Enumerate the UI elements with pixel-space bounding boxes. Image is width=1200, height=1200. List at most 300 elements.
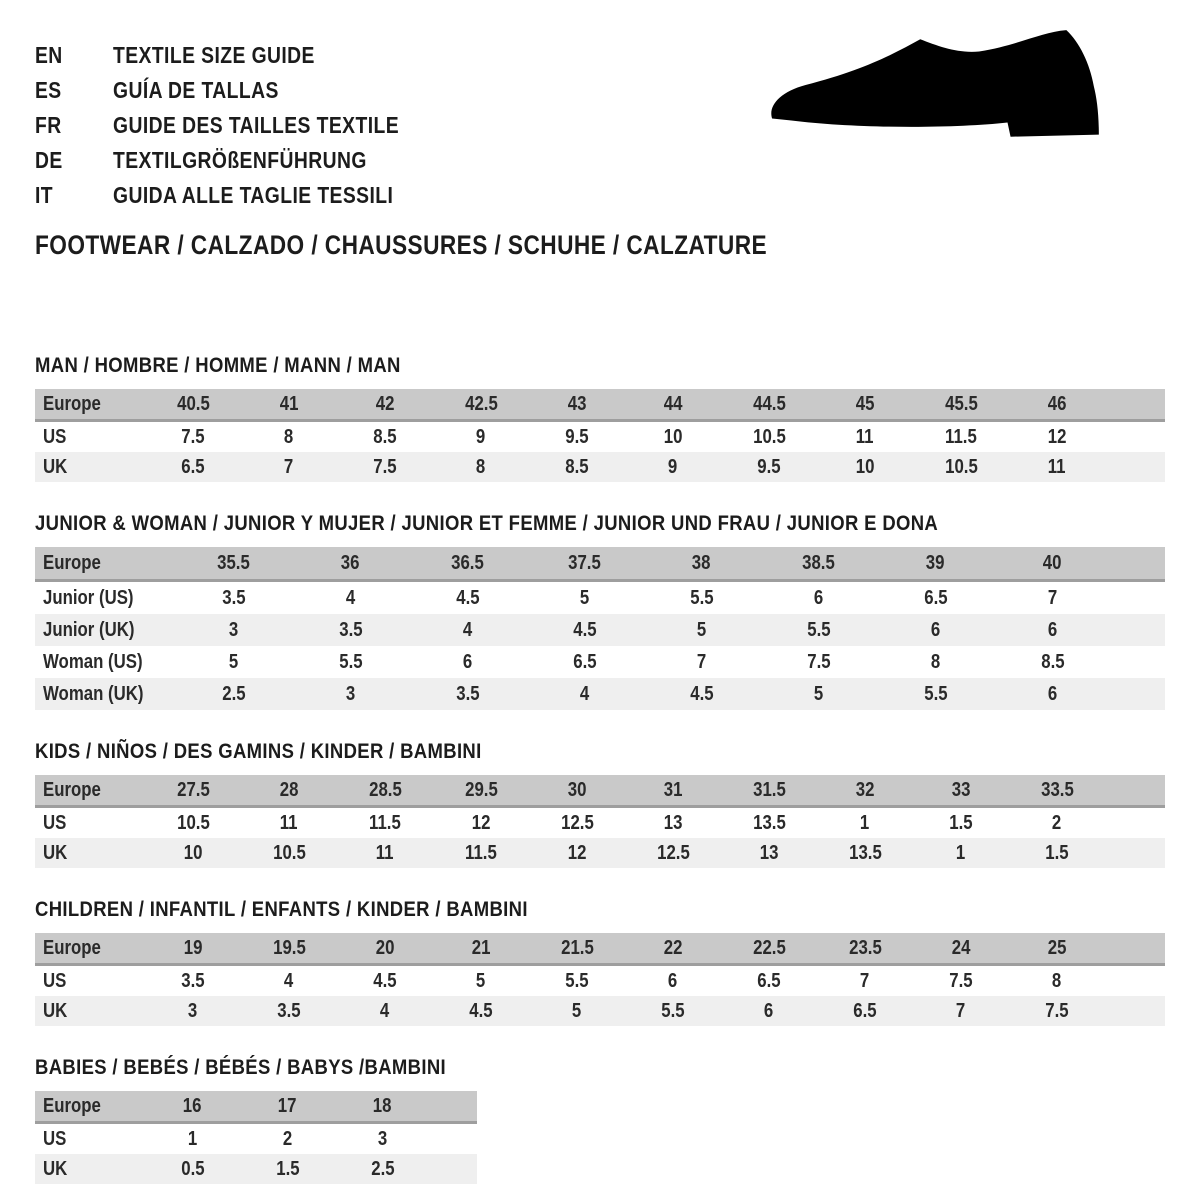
size-cell <box>760 646 877 678</box>
size-value: 33.5 <box>1040 778 1074 801</box>
size-value: 1.5 <box>275 1157 300 1180</box>
size-value: 5 <box>579 586 590 609</box>
size-cell <box>409 547 526 581</box>
row-trailing-spacer <box>1105 933 1165 965</box>
table-row-europe <box>35 933 1165 965</box>
row-label <box>35 547 175 581</box>
size-cell <box>433 933 529 965</box>
row-label-text: US <box>43 811 67 834</box>
size-value: 23.5 <box>848 936 882 959</box>
size-value: 36.5 <box>451 551 484 574</box>
size-value: 3.5 <box>338 618 363 641</box>
size-cell <box>994 678 1111 710</box>
row-label-text: UK <box>43 841 68 864</box>
size-value: 4.5 <box>469 999 493 1022</box>
size-value: 5.5 <box>565 969 589 992</box>
size-value: 7.5 <box>181 425 205 448</box>
table-row-junior-us- <box>35 581 1165 615</box>
language-code <box>35 112 113 139</box>
size-value: 9 <box>476 425 486 448</box>
size-value: 12.5 <box>656 841 690 864</box>
size-cell <box>994 581 1111 615</box>
size-cell <box>625 775 721 807</box>
size-table-children <box>35 933 1165 1026</box>
row-label-text: Europe <box>43 936 101 959</box>
size-cell <box>241 452 337 482</box>
size-cell <box>877 646 994 678</box>
size-cell <box>241 838 337 868</box>
size-cell <box>994 646 1111 678</box>
size-value: 5 <box>813 682 824 705</box>
size-value: 19.5 <box>272 936 306 959</box>
size-cell <box>145 1123 240 1155</box>
row-label <box>35 581 175 615</box>
size-cell <box>913 389 1009 421</box>
table-row-europe <box>35 775 1165 807</box>
size-cell <box>526 678 643 710</box>
size-value: 4 <box>345 586 356 609</box>
size-value: 6.5 <box>853 999 877 1022</box>
size-value: 1 <box>860 811 870 834</box>
size-value: 16 <box>183 1094 202 1117</box>
size-value: 20 <box>375 936 395 959</box>
size-value: 11.5 <box>945 425 977 448</box>
size-value: 13.5 <box>752 811 786 834</box>
size-value: 8.5 <box>373 425 397 448</box>
row-trailing-spacer <box>1111 614 1165 646</box>
size-value: 6 <box>1047 682 1058 705</box>
size-cell <box>913 965 1009 997</box>
shoe-icon <box>765 25 1110 151</box>
row-label <box>35 807 145 839</box>
category-line-text: FOOTWEAR / CALZADO / CHAUSSURES / SCHUHE / CALZATURE <box>35 230 768 260</box>
size-cell <box>241 421 337 453</box>
section-title-junior-woman: JUNIOR & WOMAN / JUNIOR Y MUJER / JUNIOR ET FEMME / JUNIOR UND FRAU / JUNIOR E DONA <box>35 511 939 535</box>
size-value: 10.5 <box>272 841 306 864</box>
size-cell <box>877 678 994 710</box>
row-label <box>35 678 175 710</box>
size-cell <box>145 389 241 421</box>
size-cell <box>625 452 721 482</box>
size-value: 13.5 <box>848 841 882 864</box>
size-cell <box>760 678 877 710</box>
row-label-text: US <box>43 1127 67 1150</box>
size-value: 5 <box>696 618 707 641</box>
size-value: 1 <box>956 841 966 864</box>
language-code <box>35 77 113 104</box>
size-value: 5.5 <box>806 618 831 641</box>
size-value: 25 <box>1047 936 1067 959</box>
size-value: 42.5 <box>464 392 498 415</box>
size-table-kids <box>35 775 1165 868</box>
size-cell <box>175 614 292 646</box>
size-cell <box>241 965 337 997</box>
row-label-text: UK <box>43 1157 68 1180</box>
size-cell <box>877 614 994 646</box>
size-cell <box>145 933 241 965</box>
size-cell <box>433 996 529 1026</box>
size-value: 11.5 <box>369 811 401 834</box>
size-value: 10.5 <box>176 811 210 834</box>
size-value: 6 <box>462 650 473 673</box>
size-cell <box>760 581 877 615</box>
size-cell <box>337 389 433 421</box>
size-cell <box>625 389 721 421</box>
size-cell <box>240 1091 335 1123</box>
size-value: 42 <box>375 392 395 415</box>
size-cell <box>1009 389 1105 421</box>
size-cell <box>529 933 625 965</box>
size-cell <box>817 838 913 868</box>
size-value: 8 <box>930 650 941 673</box>
size-value: 1.5 <box>949 811 973 834</box>
language-code <box>35 42 113 69</box>
size-value: 6.5 <box>757 969 781 992</box>
size-value: 4.5 <box>689 682 714 705</box>
row-trailing-spacer <box>1105 452 1165 482</box>
size-value: 7 <box>1047 586 1058 609</box>
size-cell <box>913 996 1009 1026</box>
row-trailing-spacer <box>1105 807 1165 839</box>
size-value: 7 <box>284 455 294 478</box>
size-cell <box>145 421 241 453</box>
size-value: 44.5 <box>752 392 786 415</box>
row-label <box>35 614 175 646</box>
size-value: 30 <box>567 778 587 801</box>
size-cell <box>145 996 241 1026</box>
size-cell <box>241 775 337 807</box>
language-label <box>113 42 353 69</box>
size-value: 32 <box>855 778 875 801</box>
size-cell <box>760 547 877 581</box>
size-cell <box>241 389 337 421</box>
size-value: 19 <box>183 936 203 959</box>
size-cell <box>337 965 433 997</box>
size-cell <box>721 421 817 453</box>
row-label <box>35 775 145 807</box>
size-section-kids <box>35 740 1165 868</box>
size-value: 9 <box>668 455 678 478</box>
size-value: 18 <box>373 1094 392 1117</box>
size-value: 4 <box>380 999 390 1022</box>
row-trailing-spacer <box>1111 646 1165 678</box>
section-title-man: MAN / HOMBRE / HOMME / MANN / MAN <box>35 353 401 377</box>
size-value: 13 <box>663 811 683 834</box>
size-value: 10.5 <box>752 425 786 448</box>
size-value: 43 <box>567 392 587 415</box>
size-cell <box>913 838 1009 868</box>
row-label <box>35 389 145 421</box>
row-label-text: US <box>43 969 67 992</box>
table-row-junior-uk- <box>35 614 1165 646</box>
size-cell <box>292 678 409 710</box>
size-value: 6 <box>1047 618 1058 641</box>
size-section-children <box>35 898 1165 1026</box>
size-cell <box>625 807 721 839</box>
language-label <box>113 112 454 139</box>
size-value: 4.5 <box>455 586 480 609</box>
size-value: 36 <box>341 551 360 574</box>
language-label <box>113 182 447 209</box>
size-cell <box>817 775 913 807</box>
size-value: 7 <box>860 969 870 992</box>
row-trailing-spacer <box>430 1154 477 1184</box>
size-cell <box>335 1123 430 1155</box>
language-label-text: TEXTILE SIZE GUIDE <box>113 42 315 68</box>
size-value: 28 <box>279 778 299 801</box>
size-cell <box>817 965 913 997</box>
size-cell <box>1009 807 1105 839</box>
row-label-text: UK <box>43 455 68 478</box>
size-cell <box>643 614 760 646</box>
size-value: 35.5 <box>217 551 250 574</box>
size-cell <box>817 807 913 839</box>
row-label-text: Woman (UK) <box>43 682 144 705</box>
table-row-uk <box>35 1154 477 1184</box>
size-value: 12.5 <box>560 811 594 834</box>
size-cell <box>526 547 643 581</box>
size-value: 12 <box>1047 425 1067 448</box>
size-value: 22.5 <box>752 936 786 959</box>
row-trailing-spacer <box>1111 678 1165 710</box>
size-cell <box>721 933 817 965</box>
language-code-text: FR <box>35 112 62 138</box>
size-cell <box>877 547 994 581</box>
size-value: 45.5 <box>944 392 978 415</box>
size-value: 11 <box>376 841 394 864</box>
row-label-text: Junior (US) <box>43 586 134 609</box>
size-cell <box>292 547 409 581</box>
size-value: 21.5 <box>560 936 594 959</box>
size-table-man <box>35 389 1165 482</box>
size-cell <box>817 996 913 1026</box>
size-cell <box>433 421 529 453</box>
size-cell <box>721 965 817 997</box>
size-cell <box>1009 421 1105 453</box>
size-cell <box>913 933 1009 965</box>
size-value: 5 <box>476 969 486 992</box>
size-cell <box>337 996 433 1026</box>
size-cell <box>409 581 526 615</box>
size-cell <box>643 581 760 615</box>
size-cell <box>625 838 721 868</box>
row-trailing-spacer <box>1105 965 1165 997</box>
language-code <box>35 147 113 174</box>
row-label <box>35 1123 145 1155</box>
size-value: 5.5 <box>923 682 948 705</box>
table-row-uk <box>35 452 1165 482</box>
size-cell <box>721 807 817 839</box>
size-value: 40 <box>1043 551 1062 574</box>
size-cell <box>145 1154 240 1184</box>
size-cell <box>409 678 526 710</box>
size-cell <box>433 452 529 482</box>
size-cell <box>877 581 994 615</box>
size-cell <box>526 646 643 678</box>
size-value: 9.5 <box>565 425 589 448</box>
row-label-text: Europe <box>43 392 101 415</box>
size-value: 1 <box>187 1127 198 1150</box>
language-code-text: DE <box>35 147 63 173</box>
size-value: 5 <box>572 999 582 1022</box>
size-cell <box>625 996 721 1026</box>
size-value: 8.5 <box>1040 650 1065 673</box>
size-cell <box>1009 996 1105 1026</box>
size-cell <box>409 614 526 646</box>
size-cell <box>175 678 292 710</box>
size-cell <box>721 996 817 1026</box>
size-value: 24 <box>951 936 971 959</box>
row-label <box>35 646 175 678</box>
size-value: 8 <box>1052 969 1062 992</box>
language-label-text: GUÍA DE TALLAS <box>113 77 279 103</box>
row-trailing-spacer <box>1111 547 1165 581</box>
size-value: 10 <box>855 455 875 478</box>
size-cell <box>1009 775 1105 807</box>
size-value: 10 <box>663 425 683 448</box>
table-row-uk <box>35 996 1165 1026</box>
table-row-europe <box>35 389 1165 421</box>
size-cell <box>625 965 721 997</box>
row-label <box>35 1154 145 1184</box>
size-cell <box>526 614 643 646</box>
size-cell <box>175 547 292 581</box>
table-row-us <box>35 1123 477 1155</box>
size-value: 6.5 <box>923 586 948 609</box>
size-value: 7 <box>696 650 707 673</box>
size-cell <box>1009 838 1105 868</box>
language-label-text: TEXTILGRÖßENFÜHRUNG <box>113 147 367 173</box>
size-value: 3 <box>188 999 198 1022</box>
size-value: 8.5 <box>565 455 589 478</box>
row-trailing-spacer <box>1105 389 1165 421</box>
size-cell <box>409 646 526 678</box>
size-value: 4.5 <box>572 618 597 641</box>
size-cell <box>721 452 817 482</box>
size-cell <box>241 807 337 839</box>
row-label-text: US <box>43 425 67 448</box>
row-label <box>35 1091 145 1123</box>
size-cell <box>433 775 529 807</box>
size-value: 8 <box>284 425 294 448</box>
row-label-text: UK <box>43 999 68 1022</box>
language-row-it <box>35 178 1165 213</box>
size-cell <box>913 421 1009 453</box>
size-cell <box>337 807 433 839</box>
size-section-babies <box>35 1056 1165 1184</box>
size-cell <box>529 452 625 482</box>
size-value: 5.5 <box>338 650 363 673</box>
size-value: 2.5 <box>370 1157 395 1180</box>
language-code-text: IT <box>35 182 54 208</box>
table-row-uk <box>35 838 1165 868</box>
size-value: 46 <box>1047 392 1067 415</box>
size-cell <box>1009 933 1105 965</box>
size-value: 0.5 <box>180 1157 205 1180</box>
size-cell <box>643 646 760 678</box>
size-cell <box>337 933 433 965</box>
size-cell <box>913 807 1009 839</box>
size-cell <box>145 1091 240 1123</box>
size-cell <box>335 1154 430 1184</box>
size-value: 3.5 <box>455 682 480 705</box>
size-cell <box>529 965 625 997</box>
size-value: 2 <box>1052 811 1062 834</box>
size-value: 39 <box>926 551 945 574</box>
size-cell <box>529 421 625 453</box>
size-value: 3.5 <box>221 586 246 609</box>
size-value: 6 <box>668 969 678 992</box>
size-value: 37.5 <box>568 551 601 574</box>
size-cell <box>817 389 913 421</box>
table-row-europe <box>35 547 1165 581</box>
size-value: 3 <box>377 1127 388 1150</box>
size-cell <box>292 581 409 615</box>
table-row-woman-uk- <box>35 678 1165 710</box>
size-cell <box>335 1091 430 1123</box>
size-value: 40.5 <box>176 392 210 415</box>
row-trailing-spacer <box>430 1123 477 1155</box>
size-cell <box>433 965 529 997</box>
size-value: 7.5 <box>1045 999 1069 1022</box>
size-cell <box>240 1154 335 1184</box>
row-label-text: Woman (US) <box>43 650 143 673</box>
size-table-junior-woman <box>35 547 1165 710</box>
size-value: 45 <box>855 392 875 415</box>
size-value: 21 <box>471 936 491 959</box>
size-cell <box>817 421 913 453</box>
size-value: 10.5 <box>944 455 978 478</box>
size-cell <box>994 547 1111 581</box>
size-value: 22 <box>663 936 683 959</box>
language-code-text: EN <box>35 42 63 68</box>
size-cell <box>337 421 433 453</box>
size-cell <box>145 838 241 868</box>
size-cell <box>526 581 643 615</box>
size-cell <box>643 678 760 710</box>
row-label <box>35 933 145 965</box>
size-cell <box>913 452 1009 482</box>
size-cell <box>721 389 817 421</box>
size-cell <box>241 933 337 965</box>
size-cell <box>145 807 241 839</box>
size-value: 3.5 <box>181 969 205 992</box>
table-row-europe <box>35 1091 477 1123</box>
language-label-text: GUIDE DES TAILLES TEXTILE <box>113 112 400 138</box>
table-row-us <box>35 807 1165 839</box>
size-value: 7.5 <box>806 650 831 673</box>
size-value: 29.5 <box>464 778 498 801</box>
row-label <box>35 452 145 482</box>
size-value: 11 <box>856 425 874 448</box>
size-cell <box>292 614 409 646</box>
row-label <box>35 421 145 453</box>
size-table-babies <box>35 1091 477 1184</box>
language-label <box>113 147 415 174</box>
size-value: 11 <box>1048 455 1066 478</box>
row-trailing-spacer <box>430 1091 477 1123</box>
row-label-text: Europe <box>43 1094 101 1117</box>
size-value: 5.5 <box>661 999 685 1022</box>
size-value: 11 <box>280 811 298 834</box>
size-cell <box>913 775 1009 807</box>
language-label-text: GUIDA ALLE TAGLIE TESSILI <box>113 182 394 208</box>
row-trailing-spacer <box>1105 421 1165 453</box>
size-cell <box>994 614 1111 646</box>
size-value: 7.5 <box>949 969 973 992</box>
size-cell <box>529 807 625 839</box>
size-value: 17 <box>278 1094 297 1117</box>
